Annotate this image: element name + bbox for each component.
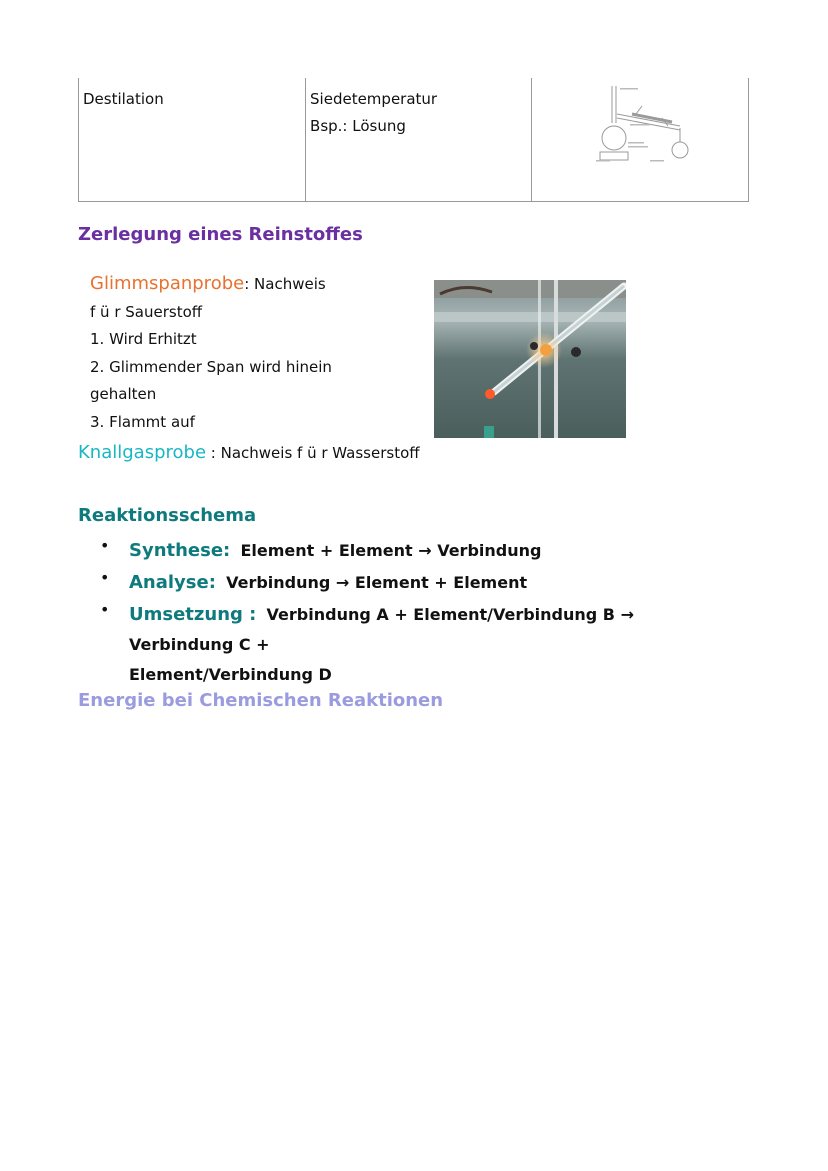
knallgasprobe-line [78, 442, 420, 463]
list-item-body [129, 568, 739, 598]
list-item-label: Analyse: [129, 572, 216, 593]
separation-methods-table [78, 78, 749, 202]
list-item-text: Element + Element → Verbindung [240, 541, 542, 560]
table-cell-diagram [532, 78, 749, 202]
heading-reaktionsschema: Reaktionsschema [78, 505, 257, 526]
table-cell-property [306, 78, 532, 202]
glimm-suffix: : Nachweis [244, 275, 326, 293]
heading-energie: Energie bei Chemischen Reaktionen [78, 690, 444, 711]
glimm-title: Glimmspanprobe [90, 273, 245, 294]
method-text: Destilation [83, 90, 164, 108]
glimm-step: 1. Wird Erhitzt [90, 330, 197, 348]
glimm-step: gehalten [90, 385, 157, 403]
list-item-text: Verbindung A + Element/Verbindung B → Verbindung C + [129, 605, 634, 654]
distillation-apparatus-diagram [532, 78, 746, 192]
table-cell-method [79, 78, 306, 202]
property-line2: Bsp.: Lösung [310, 117, 406, 135]
list-item-text-cont: Element/Verbindung D [129, 665, 332, 684]
bullet-dot: • [100, 600, 110, 619]
list-item-label: Synthese: [129, 540, 231, 561]
glimm-line1 [90, 270, 390, 299]
glimmspanprobe-block [90, 270, 390, 436]
list-item-body [129, 536, 739, 566]
experiment-photo [434, 280, 626, 438]
bullet-dot: • [100, 568, 110, 587]
table-row [79, 78, 749, 202]
property-line1: Siedetemperatur [310, 90, 438, 108]
list-item-label: Umsetzung : [129, 604, 257, 625]
glimm-step: 3. Flammt auf [90, 412, 195, 431]
list-item-text: Verbindung → Element + Element [226, 573, 528, 592]
knall-suffix: : Nachweis f ü r Wasserstoff [206, 444, 420, 462]
glimm-step: 2. Glimmender Span wird hinein [90, 357, 332, 376]
list-item-body [129, 600, 739, 690]
glimm-line2: f ü r Sauerstoff [90, 302, 203, 321]
heading-zerlegung: Zerlegung eines Reinstoffes [78, 224, 363, 245]
knall-title: Knallgasprobe [78, 442, 207, 463]
bullet-dot: • [100, 536, 110, 555]
